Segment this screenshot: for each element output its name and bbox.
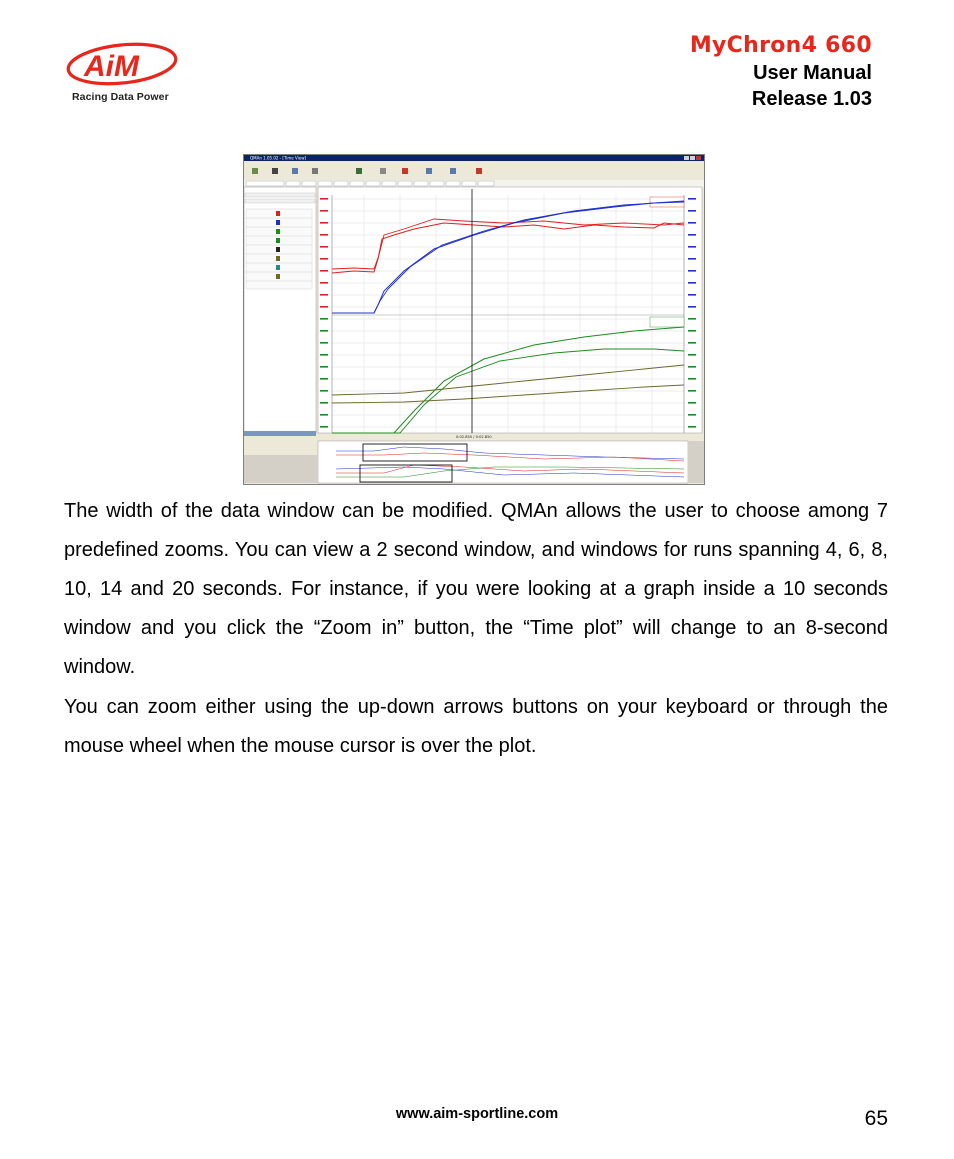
logo-tagline: Racing Data Power	[72, 91, 169, 103]
logo-wordmark: AiM	[84, 50, 139, 83]
window-title: QMAn 1.05.02 - [Time View]	[250, 155, 307, 161]
paragraph-zoom-controls: You can zoom either using the up-down arrows buttons on your keyboard or through the mouse wheel when the mouse cursor is over the plot.	[64, 696, 888, 757]
page-number: 65	[864, 1107, 888, 1130]
paragraph-zoom-windows: The width of the data window can be modified. QMAn allows the user to choose among 7 predefined zooms. You can view a 2 second window, and windows for runs spanning 4, 6, 8, 10, 14 and 20 seconds. For instance, if you were looking at a graph inside a 10 seconds window and you click the “Zoom in” button, the “Time plot” will change to an 8-second window.	[64, 500, 888, 678]
manual-title: User Manual	[753, 62, 872, 84]
cursor-time: 0:02.850 / 0:02.850	[456, 435, 492, 439]
footer-url: www.aim-sportline.com	[395, 1106, 559, 1122]
release-label: Release 1.03	[751, 88, 872, 110]
product-title: MyChron4 660	[689, 33, 872, 58]
qman-time-view-screenshot	[243, 154, 705, 485]
